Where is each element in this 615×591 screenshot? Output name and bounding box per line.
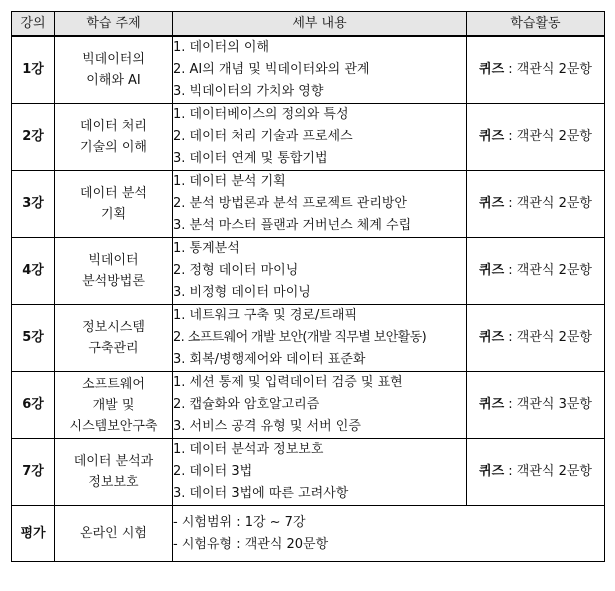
lecture-activity [467,439,605,506]
detail-line: 3. 서비스 공격 유형 및 서버 인증 [173,419,361,434]
activity-label: 퀴즈 [479,62,505,77]
activity-text: : 객관식 2문항 [504,62,592,77]
table-row [12,439,605,506]
lecture-number: 2강 [12,104,55,171]
curriculum-table [11,11,605,562]
lecture-topic [55,171,173,238]
activity-text: : 객관식 2문항 [504,464,592,479]
lecture-topic [55,238,173,305]
lecture-number: 5강 [12,305,55,372]
detail-line: 1. 데이터 분석과 정보보호 [173,442,324,457]
detail-line: 3. 데이터 연계 및 통합기법 [173,151,328,166]
topic-line: 기획 [100,207,127,222]
detail-line: 1. 데이터 분석 기획 [173,174,286,189]
detail-line: 3. 회복/병행제어와 데이터 표준화 [173,352,366,367]
detail-line: 1. 네트워크 구축 및 경로/트래픽 [173,308,358,323]
header-topic: 학습 주제 [55,12,173,37]
detail-line: 2. 분석 방법론과 분석 프로젝트 관리방안 [173,196,407,211]
detail-line: 2. 캡슐화와 암호알고리즘 [173,397,320,412]
table-row [12,305,605,372]
lecture-number: 4강 [12,238,55,305]
lecture-topic [55,36,173,104]
lecture-activity [467,372,605,439]
lecture-details [173,439,467,506]
lecture-details [173,36,467,104]
detail-line: 2. 소프트웨어 개발 보안(개발 직무별 보안활동) [173,330,427,345]
detail-line: 3. 비정형 데이터 마이닝 [173,285,311,300]
lecture-topic [55,372,173,439]
activity-label: 퀴즈 [479,196,505,211]
activity-label: 퀴즈 [479,464,505,479]
activity-label: 퀴즈 [479,397,505,412]
lecture-activity [467,305,605,372]
table-row [12,171,605,238]
evaluation-row [12,506,605,562]
topic-line: 빅데이터의 [82,52,145,67]
topic-line: 소프트웨어 [82,376,145,392]
table-row [12,36,605,104]
evaluation-label: 평가 [12,506,55,562]
detail-line: 2. AI의 개념 및 빅데이터와의 관계 [173,62,370,77]
header-lecture: 강의 [12,12,55,37]
lecture-number: 1강 [12,36,55,104]
activity-text: : 객관식 2문항 [504,263,592,278]
lecture-activity [467,238,605,305]
activity-text: : 객관식 2문항 [504,330,592,345]
topic-line: 데이터 분석과 [73,454,154,469]
detail-line: 3. 빅데이터의 가치와 영향 [173,84,324,99]
detail-line: 2. 정형 데이터 마이닝 [173,263,299,278]
header-row [12,12,605,37]
activity-label: 퀴즈 [479,263,505,278]
header-details: 세부 내용 [173,12,467,37]
lecture-topic [55,104,173,171]
topic-line: 이해와 AI [86,73,141,88]
topic-line: 구축관리 [88,341,139,356]
lecture-activity [467,171,605,238]
topic-line: 정보시스템 [82,320,145,335]
lecture-details [173,171,467,238]
detail-line: 3. 분석 마스터 플랜과 거버넌스 체계 수립 [173,218,412,233]
lecture-topic [55,439,173,506]
lecture-topic [55,305,173,372]
table-row [12,372,605,439]
detail-line: 2. 데이터 3법 [173,464,253,479]
lecture-details [173,305,467,372]
topic-line: 데이터 분석 [80,186,147,201]
activity-label: 퀴즈 [479,330,505,345]
lecture-number: 7강 [12,439,55,506]
lecture-details [173,372,467,439]
lecture-activity [467,36,605,104]
lecture-details [173,104,467,171]
detail-line: - 시험범위 : 1강 ~ 7강 [173,514,306,530]
table-row [12,238,605,305]
detail-line: 1. 세션 통제 및 입력데이터 검증 및 표현 [173,375,403,390]
topic-line: 정보보호 [88,475,139,490]
topic-line: 기술의 이해 [80,140,147,155]
lecture-details [173,238,467,305]
activity-label: 퀴즈 [479,129,505,144]
lecture-number: 6강 [12,372,55,439]
lecture-activity [467,104,605,171]
activity-text: : 객관식 3문항 [504,397,592,412]
lecture-number: 3강 [12,171,55,238]
detail-line: 1. 데이터베이스의 정의와 특성 [173,107,349,122]
detail-line: 2. 데이터 처리 기술과 프로세스 [173,129,353,144]
evaluation-topic: 온라인 시험 [55,506,173,562]
topic-line: 개발 및 [92,397,135,413]
table-row [12,104,605,171]
topic-line: 분석방법론 [82,274,145,289]
activity-text: : 객관식 2문항 [504,129,592,144]
header-activity: 학습활동 [467,12,605,37]
topic-line: 시스템보안구축 [69,418,158,434]
detail-line: - 시험유형 : 객관식 20문항 [173,536,329,552]
activity-text: : 객관식 2문항 [504,196,592,211]
topic-line: 데이터 처리 [80,119,147,134]
topic-line: 빅데이터 [88,253,139,268]
detail-line: 3. 데이터 3법에 따른 고려사항 [173,486,349,501]
detail-line: 1. 데이터의 이해 [173,40,270,55]
evaluation-details [173,506,605,562]
detail-line: 1. 통계분석 [173,241,240,256]
